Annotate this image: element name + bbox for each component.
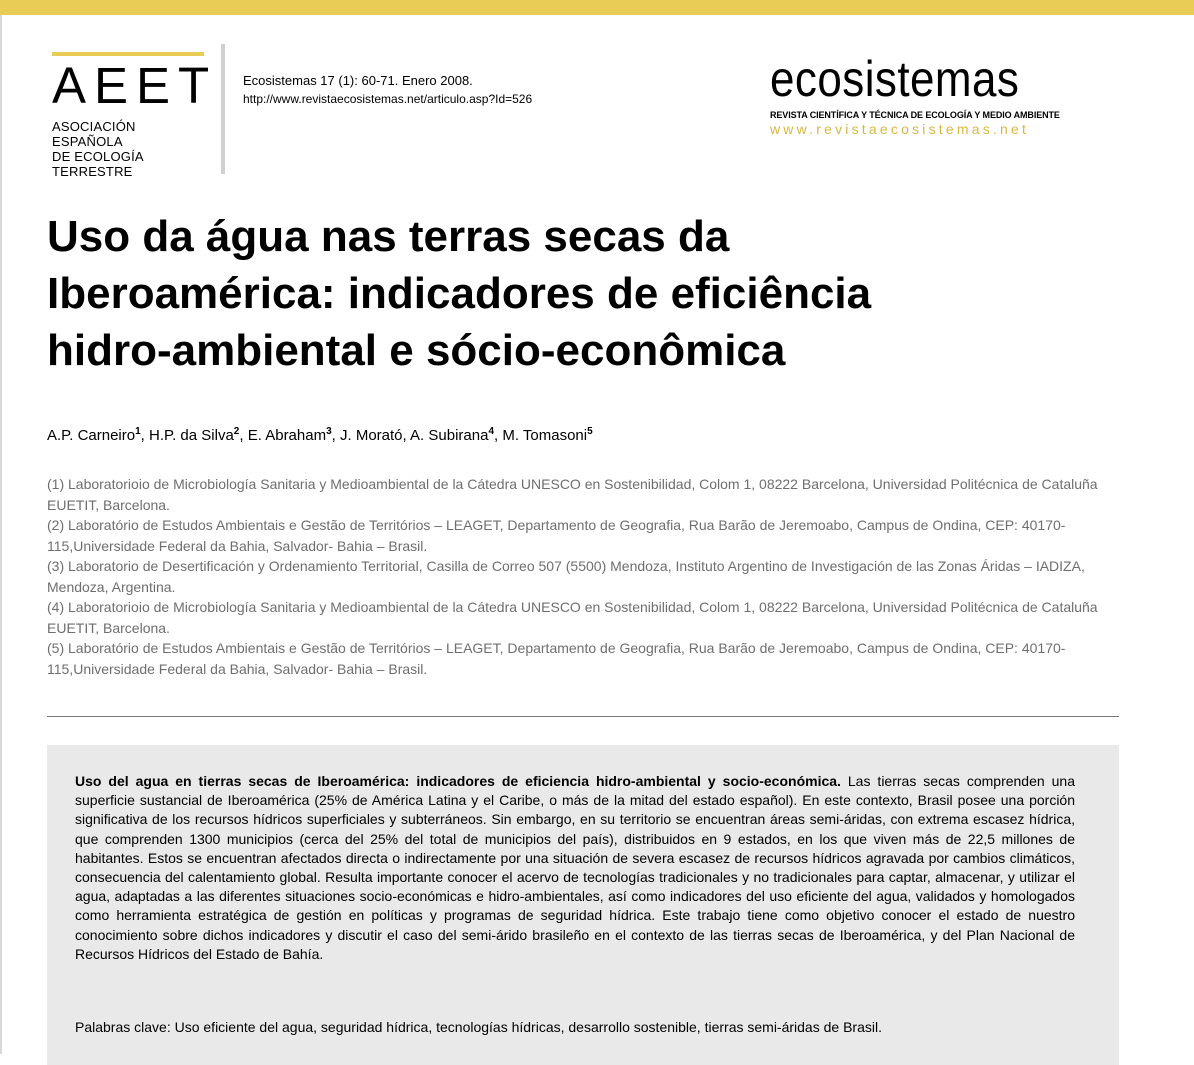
top-accent-bar bbox=[0, 0, 1194, 15]
aeet-logo-subtitle-line1: ASOCIACIÓN ESPAÑOLA bbox=[52, 119, 136, 149]
aeet-logo-rule bbox=[52, 52, 204, 56]
affiliation-item: (4) Laboratorioio de Microbiología Sanitaria y Medioambiental de la Cátedra UNESCO en Sostenibilidad, Colom 1, 08222 Barcelona, Universidad Politécnica de Cataluña EUETIT, Barcelona. bbox=[47, 599, 1098, 636]
aeet-logo-subtitle bbox=[52, 119, 207, 179]
paper-title-line3: hidro-ambiental e sócio-econômica bbox=[47, 326, 786, 375]
section-divider bbox=[47, 716, 1119, 717]
author-affiliation-mark: 3 bbox=[326, 426, 332, 437]
author-name: J. Morató bbox=[340, 427, 403, 444]
aeet-logo-subtitle-line2: DE ECOLOGÍA TERRESTRE bbox=[52, 149, 144, 179]
citation-text: Ecosistemas 17 (1): 60-71. Enero 2008. bbox=[243, 73, 473, 88]
header-divider bbox=[221, 44, 225, 174]
paper-title-line1: Uso da água nas terras secas da bbox=[47, 212, 730, 261]
affiliation-item: (3) Laboratorio de Desertificación y Ordenamiento Territorial, Casilla de Correo 507 (5500) Mendoza, Instituto Argentino de Investigación de las Zonas Áridas – IADIZA, Mendoza, Argentina. bbox=[47, 558, 1085, 595]
paper-title bbox=[47, 208, 1147, 379]
abstract-box bbox=[47, 745, 1119, 1065]
affiliation-item: (1) Laboratorioio de Microbiología Sanitaria y Medioambiental de la Cátedra UNESCO en Sostenibilidad, Colom 1, 08222 Barcelona, Universidad Politécnica de Cataluña EUETIT, Barcelona. bbox=[47, 476, 1098, 513]
author-name: H.P. da Silva bbox=[149, 427, 234, 444]
affiliation-item: (2) Laboratório de Estudos Ambientais e Gestão de Territórios – LEAGET, Departamento de Geografia, Rua Barão de Jeremoabo, Campus de Ondina, CEP: 40170-115,Universidade Federal da Bahia, Salvador- Bahia – Brasil. bbox=[47, 517, 1066, 554]
aeet-logo-name: AEET bbox=[52, 57, 218, 114]
left-page-border bbox=[0, 15, 2, 1054]
abstract-keywords: Palabras clave: Uso eficiente del agua, seguridad hídrica, tecnologías hídricas, desarrollo sostenible, tierras semi-áridas de Brasil. bbox=[75, 1019, 882, 1035]
journal-citation bbox=[243, 72, 532, 108]
author-affiliation-mark: 1 bbox=[135, 426, 141, 437]
author-name: E. Abraham bbox=[247, 427, 327, 444]
ecosistemas-logo-name: ecosistemas bbox=[770, 51, 1020, 107]
ecosistemas-logo-subtitle: REVISTA CIENTÍFICA Y TÉCNICA DE ECOLOGÍA Y MEDIO AMBIENTE bbox=[770, 110, 1060, 120]
author-affiliation-mark: 4 bbox=[488, 426, 494, 437]
author-list: A.P. Carneiro$^1$, H.P. da Silva$^2$, E. Abraham$^3$, J. Morató, A. Subirana$^4$, M. Tomasoni$^5$ bbox=[47, 426, 593, 444]
author-affiliation-mark: 2 bbox=[233, 426, 240, 437]
abstract-text bbox=[75, 772, 1075, 964]
citation-url[interactable]: http://www.revistaecosistemas.net/articulo.asp?Id=526 bbox=[243, 92, 533, 106]
abstract-title: Uso del agua en tierras secas de Iberoamérica: indicadores de eficiencia hidro-ambiental y socio-económica. bbox=[75, 773, 841, 789]
author-name: A.P. Carneiro bbox=[47, 427, 136, 444]
ecosistemas-logo-url[interactable]: www.revistaecosistemas.net bbox=[770, 121, 1030, 137]
paper-title-line2: Iberoamérica: indicadores de eficiência bbox=[47, 269, 872, 318]
author-name: M. Tomasoni bbox=[502, 427, 588, 444]
abstract-body: Las tierras secas comprenden una superficie sustancial de Iberoamérica (25% de América Latina y el Caribe, o más de la mitad del estado español). En este contexto, Brasil posee una porción significativa de los recursos hídricos superficiales y subterráneos. Sin embargo, en su territorio se encuentran áreas semi-áridas, con extrema escasez hídrica, que comprenden 1300 municipios (cerca del 25% del total de municipios del país), distribuidos en 9 estados, en los que viven más de 22,5 millones de habitantes. Estos se encuentran afectados directa o indirectamente por una situación de severa escasez de recursos hídricos agravada por cambios climáticos, consecuencia del calentamiento global. Resulta importante conocer el acervo de tecnologías tradicionales y no tradicionales para captar, almacenar, y utilizar el agua, adaptadas a las diferentes situaciones socio-económicas e hidro-ambientales, así como indicadores del uso eficiente del agua, validados y homologados como herramienta estratégica de gestión en políticas y programas de seguridad hídrica. Este trabajo tiene como objetivo conocer el estado de nuestro conocimiento sobre dichos indicadores y discutir el caso del semi-árido brasileño en el contexto de las tierras secas de Iberoamérica, y del Plan Nacional de Recursos Hídricos del Estado de Bahía. bbox=[75, 773, 1075, 962]
author-affiliation-mark: 5 bbox=[587, 426, 593, 437]
affiliation-list bbox=[47, 474, 1117, 679]
author-name: A. Subirana bbox=[410, 427, 489, 444]
ecosistemas-logo bbox=[770, 51, 1060, 137]
affiliation-item: (5) Laboratório de Estudos Ambientais e Gestão de Territórios – LEAGET, Departamento de Geografia, Rua Barão de Jeremoabo, Campus de Ondina, CEP: 40170-115,Universidade Federal da Bahia, Salvador- Bahia – Brasil. bbox=[47, 640, 1066, 677]
aeet-logo bbox=[52, 52, 218, 179]
